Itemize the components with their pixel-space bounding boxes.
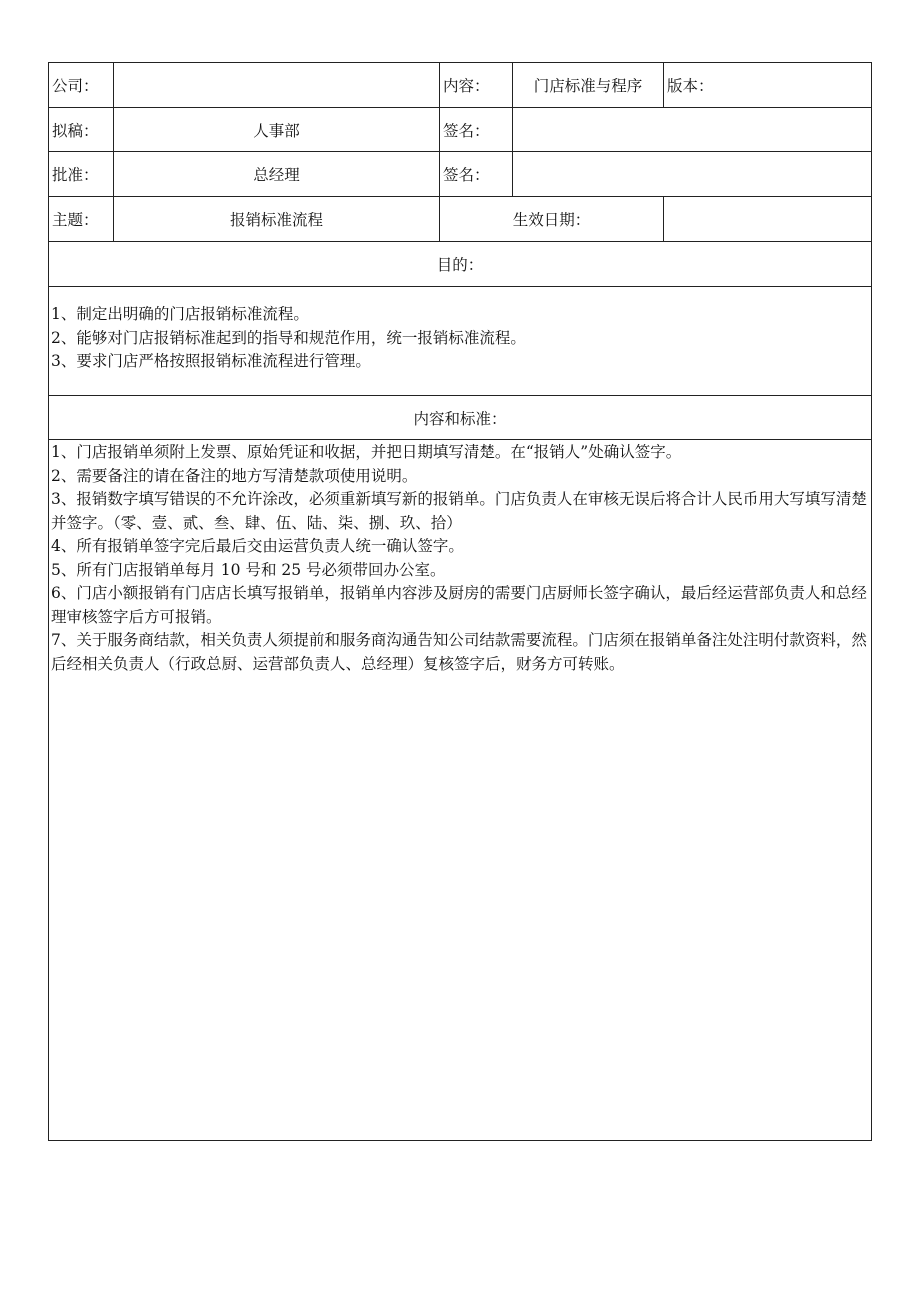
procedure-document (48, 62, 872, 1141)
standards-item: 6、门店小额报销有门店店长填写报销单，报销单内容涉及厨房的需要门店厨师长签字确认，最后经运营部负责人和总经理审核签字后方可报销。 (51, 584, 867, 626)
effective-date-label: 生效日期： (440, 197, 664, 241)
standards-item: 2、需要备注的请在备注的地方写清楚款项使用说明。 (51, 466, 418, 485)
draft-sign-field (513, 108, 871, 151)
purpose-title-row (49, 242, 871, 287)
standards-item: 7、关于服务商结款，相关负责人须提前和服务商沟通告知公司结款需要流程。门店须在报销单备注处注明付款资料，然后经相关负责人（行政总厨、运营部负责人、总经理）复核签字后，财务方可转账。 (51, 631, 867, 673)
purpose-item: 2、能够对门店报销标准起到的指导和规范作用，统一报销标准流程。 (51, 328, 526, 347)
purpose-list (49, 303, 871, 374)
approve-label: 批准： (49, 152, 114, 196)
standards-item: 5、所有门店报销单每月 10 号和 25 号必须带回办公室。 (51, 560, 446, 579)
subject-label: 主题： (49, 197, 114, 241)
standards-item: 4、所有报销单签字完后最后交由运营负责人统一确认签字。 (51, 537, 464, 555)
purpose-item: 1、制定出明确的门店报销标准流程。 (51, 305, 309, 323)
subject-value: 报销标准流程 (114, 197, 440, 241)
standards-title: 内容和标准： (413, 409, 507, 428)
content-label: 内容： (440, 63, 513, 107)
purpose-title: 目的： (436, 256, 484, 274)
standards-item: 1、门店报销单须附上发票、原始凭证和收据，并把日期填写清楚。在“报销人”处确认签字。 (51, 443, 682, 461)
company-label: 公司： (49, 63, 114, 107)
standards-item: 3、报销数字填写错误的不允许涂改，必须重新填写新的报销单。门店负责人在审核无误后将合计人民币用大写填写清楚并签字。（零、壹、贰、叁、肆、伍、陆、柒、捌、玖、拾） (51, 490, 867, 532)
draft-value: 人事部 (114, 108, 440, 151)
approve-value: 总经理 (114, 152, 440, 196)
standards-section (49, 440, 871, 1140)
standards-title-row (49, 396, 871, 440)
purpose-section (49, 287, 871, 396)
approve-sign-label: 签名： (440, 152, 513, 196)
content-value: 门店标准与程序 (513, 63, 664, 107)
header-row-company (49, 63, 871, 108)
draft-sign-label: 签名： (440, 108, 513, 151)
standards-list (49, 441, 871, 676)
draft-label: 拟稿： (49, 108, 114, 151)
header-row-draft (49, 108, 871, 152)
effective-date-value (664, 197, 871, 241)
header-row-subject (49, 197, 871, 242)
header-row-approve (49, 152, 871, 197)
company-value (114, 63, 440, 107)
approve-sign-field (513, 152, 871, 196)
purpose-item: 3、要求门店严格按照报销标准流程进行管理。 (51, 352, 371, 370)
version-label: 版本： (667, 77, 714, 95)
